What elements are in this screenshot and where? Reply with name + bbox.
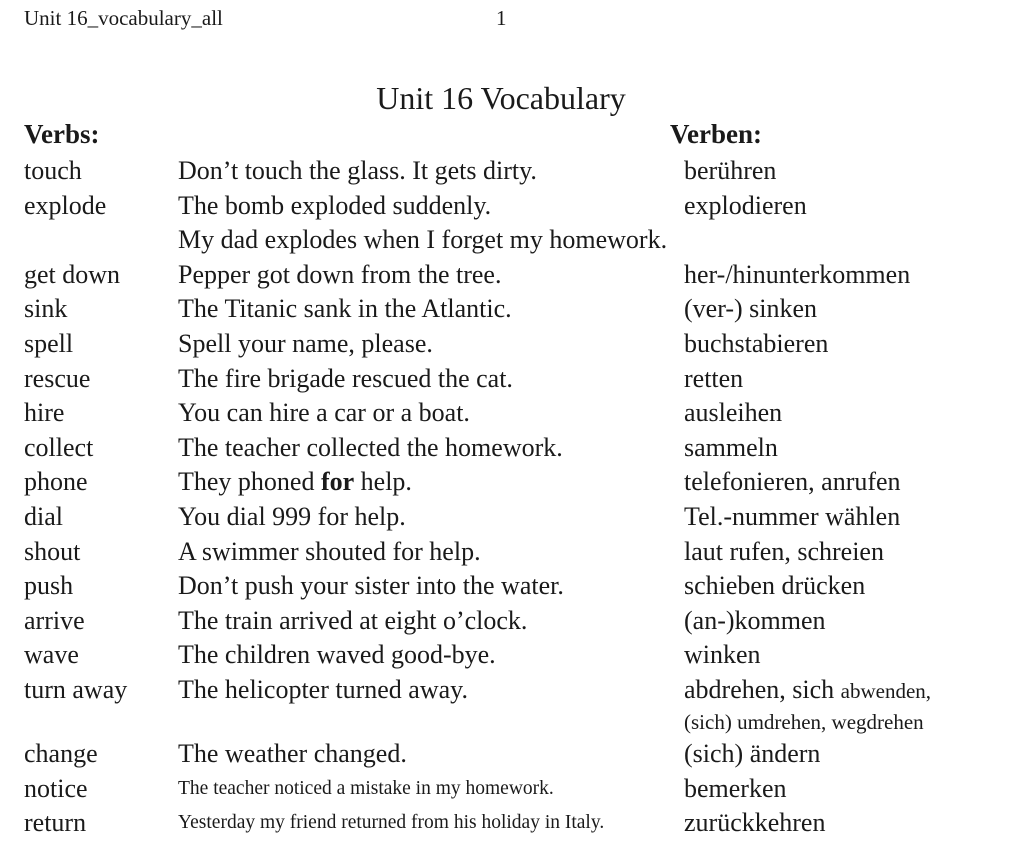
vocab-row — [0, 293, 1024, 328]
vocab-row — [0, 397, 1024, 432]
english-verb: spell — [24, 328, 74, 358]
vocabulary-list — [0, 155, 1024, 842]
vocab-row — [0, 328, 1024, 363]
verben-heading: Verben: — [670, 119, 762, 149]
example-sentence: You dial 999 for help. — [178, 501, 406, 531]
german-translation: bemerken — [684, 773, 787, 803]
vocab-row — [0, 773, 1024, 808]
vocab-row — [0, 807, 1024, 842]
example-sentence — [178, 466, 412, 498]
english-verb: phone — [24, 467, 88, 497]
german-translation: (ver-) sinken — [684, 294, 818, 324]
english-verb: hire — [24, 398, 65, 428]
vocab-row — [0, 738, 1024, 773]
page-number: 1 — [496, 6, 507, 30]
german-translation: berühren — [684, 156, 777, 185]
example-sentence: You can hire a car or a boat. — [178, 398, 470, 428]
german-translation: buchstabieren — [684, 328, 829, 358]
german-translation: ausleihen — [684, 398, 783, 428]
english-verb: sink — [24, 294, 68, 324]
english-verb: rescue — [24, 363, 91, 393]
german-translation: schieben drücken — [684, 571, 866, 601]
example-sentence: The teacher collected the homework. — [178, 432, 563, 462]
german-translation: (sich) ändern — [684, 738, 821, 768]
example-bold-word: for — [320, 467, 355, 497]
vocab-row — [0, 639, 1024, 674]
page-title: Unit 16 Vocabulary — [376, 80, 626, 116]
english-verb: collect — [24, 432, 94, 462]
german-translation: laut rufen, schreien — [684, 536, 884, 566]
english-verb: dial — [24, 501, 63, 531]
english-verb: explode — [24, 190, 107, 220]
verbs-heading: Verbs: — [24, 119, 100, 149]
english-verb: arrive — [24, 605, 85, 635]
translation-second-line: (sich) umdrehen, wegdrehen — [684, 709, 924, 734]
translation-part: abdrehen, sich — [684, 674, 841, 704]
example-sentence: The Titanic sank in the Atlantic. — [178, 294, 512, 324]
example-sentence: My dad explodes when I forget my homework. — [178, 225, 668, 255]
english-verb: push — [24, 571, 74, 601]
vocab-row — [0, 674, 1024, 738]
example-sentence: The weather changed. — [178, 738, 407, 768]
german-translation: retten — [684, 363, 744, 393]
german-translation: sammeln — [684, 432, 778, 462]
german-translation: zurückkehren — [684, 808, 826, 838]
vocab-row — [0, 501, 1024, 536]
document-header-name: Unit 16_vocabulary_all — [24, 6, 223, 30]
example-sentence: Pepper got down from the tree. — [178, 259, 502, 289]
german-translation: explodieren — [684, 190, 807, 220]
example-part: They phoned — [178, 467, 321, 497]
vocab-row — [0, 466, 1024, 501]
example-sentence: The helicopter turned away. — [178, 674, 468, 704]
vocab-row — [0, 190, 1024, 225]
english-verb: get down — [24, 259, 121, 289]
example-part: help. — [354, 467, 412, 497]
vocab-row-continuation — [0, 224, 1024, 259]
german-translation: telefonieren, anrufen — [684, 467, 901, 497]
english-verb: return — [24, 808, 87, 838]
vocab-row — [0, 605, 1024, 640]
example-sentence: The fire brigade rescued the cat. — [178, 363, 513, 393]
example-sentence: Don’t touch the glass. It gets dirty. — [178, 156, 537, 185]
example-sentence: Spell your name, please. — [178, 328, 433, 358]
vocab-row — [0, 259, 1024, 294]
english-verb: touch — [24, 156, 82, 185]
example-sentence: The teacher noticed a mistake in my homework. — [178, 777, 554, 799]
german-translation: winken — [684, 640, 761, 670]
german-translation: her-/hinunterkommen — [684, 259, 911, 289]
vocab-row — [0, 432, 1024, 467]
german-translation — [684, 674, 931, 737]
german-translation: Tel.-nummer wählen — [684, 501, 901, 531]
vocab-row — [0, 536, 1024, 571]
example-sentence: The bomb exploded suddenly. — [178, 190, 492, 220]
example-sentence: Don’t push your sister into the water. — [178, 571, 564, 601]
english-verb: notice — [24, 773, 88, 803]
translation-part-small: abwenden, — [840, 678, 932, 703]
vocab-row — [0, 155, 1024, 190]
english-verb: wave — [24, 640, 79, 670]
german-translation: (an-)kommen — [684, 605, 826, 635]
example-sentence: A swimmer shouted for help. — [178, 536, 481, 566]
vocab-row — [0, 363, 1024, 398]
english-verb: shout — [24, 536, 81, 566]
example-sentence: The train arrived at eight o’clock. — [178, 605, 528, 635]
english-verb: turn away — [24, 674, 128, 704]
vocab-row — [0, 570, 1024, 605]
example-sentence: Yesterday my friend returned from his holiday in Italy. — [178, 812, 605, 834]
english-verb: change — [24, 738, 98, 768]
example-sentence: The children waved good-bye. — [178, 640, 496, 670]
